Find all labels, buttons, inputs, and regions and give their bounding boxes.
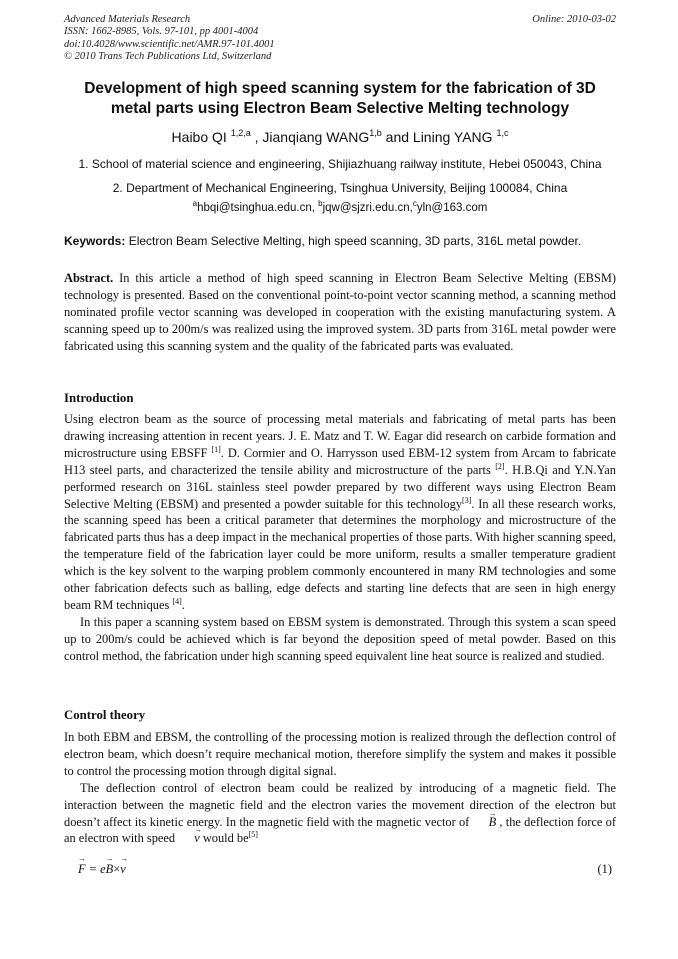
journal-header — [64, 14, 616, 64]
paragraph-text: , the deflection force of an electron with speed — [64, 814, 617, 846]
keywords-label: Keywords: — [64, 234, 126, 248]
introduction-section — [64, 411, 616, 665]
author-affiliation-mark: 1,2,a — [230, 128, 251, 138]
email-mark: b — [318, 199, 323, 208]
control-paragraph-2 — [64, 780, 616, 848]
keywords-text: Electron Beam Selective Melting, high speed scanning, 3D parts, 316L metal powder. — [125, 234, 582, 248]
vector-b-symbol: → B — [106, 862, 114, 877]
author-affiliation-mark: 1,b — [369, 128, 382, 138]
affiliation-1: 1. School of material science and engineering, Shijiazhuang railway institute, Hebei 050043, China — [78, 157, 602, 171]
author-separator: , — [250, 129, 263, 145]
paragraph-text: . D. Cormier and O. Harrysson used EBM-12 system from Arcam to fabricate H13 steel parts, and characterized the tensile ability and microstructure of the parts — [64, 445, 616, 477]
citation-ref-1[interactable]: [1] — [211, 444, 221, 454]
author-separator: and — [381, 129, 413, 145]
paper-title: Development of high speed scanning system for the fabrication of 3D metal parts using Electron Beam Selective Melting technology — [84, 80, 596, 117]
journal-name: Advanced Materials Research — [64, 14, 191, 25]
intro-paragraph-2: In this paper a scanning system based on EBSM system is demonstrated. Through this system a scan speed up to 200m/s could be achieved which is far beyond the deposition speed of metal powder. Based on this control method, the fabrication under high scanning speed equivalent line heat source is realized and studied. — [64, 614, 616, 663]
paragraph-text: Using electron beam as the source of processing metal materials and fabricating of metal parts has been drawing increasing attention in recent years. J. E. Matz and T. W. Eagar did research on carbide formation and microstructure using EBSFF — [64, 412, 616, 460]
section-heading-control-theory: Control theory — [64, 708, 146, 722]
doi-line: doi:10.4028/www.scientific.net/AMR.97-101.4001 — [64, 38, 275, 50]
abstract — [64, 270, 616, 355]
author-name: Jianqiang WANG — [262, 129, 370, 145]
author-affiliation-mark: 1,c — [496, 128, 509, 138]
citation-ref-3[interactable]: [3] — [462, 495, 472, 505]
email-link[interactable]: jqw@sjzri.edu.cn, — [322, 202, 413, 214]
equation-body — [78, 862, 126, 877]
keywords — [64, 234, 616, 249]
vector-b-symbol: → B — [473, 814, 497, 831]
paragraph-text: The deflection control of electron beam could be realized by introducing of a magnetic field. The interaction between the magnetic field and the electron varies the movement direction of the electron but doesn’t affect its kinetic energy. In the magnetic field with the magnetic vector of — [64, 780, 616, 829]
vector-v-symbol: → v — [120, 862, 126, 877]
copyright-line: © 2010 Trans Tech Publications Ltd, Switzerland — [64, 51, 272, 63]
vector-v-symbol: → v — [178, 830, 200, 847]
citation-ref-4[interactable]: [4] — [172, 596, 182, 606]
author-emails — [64, 201, 616, 216]
author-list — [64, 128, 616, 146]
email-link[interactable]: yln@163.com — [416, 202, 488, 214]
cross-product-symbol: × — [113, 862, 121, 876]
equation-1 — [64, 862, 616, 880]
citation-ref-2[interactable]: [2] — [495, 461, 505, 471]
abstract-label: Abstract. — [64, 271, 114, 285]
control-paragraph-1: In both EBM and EBSM, the controlling of the processing motion is realized through the deflection control of electron beam, which doesn’t require mechanical motion, therefore simplify the system and makes it possible to control the processing motion through digital signal. — [64, 730, 616, 778]
equation-number: (1) — [597, 862, 612, 876]
issn-line: ISSN: 1662-8985, Vols. 97-101, pp 4001-4004 — [64, 26, 259, 38]
section-heading-introduction: Introduction — [64, 391, 134, 405]
equation-text: = e — [85, 862, 106, 876]
author-name: Haibo QI — [171, 129, 227, 145]
paragraph-text: would be — [199, 831, 249, 846]
control-theory-section — [64, 729, 616, 847]
paragraph-text: . H.B.Qi and Y.N.Yan performed research on 316L stainless steel powder prepared by two different ways using Electron Beam Selective Melting (EBSM) and presented a powder suitable for this technology — [64, 462, 616, 511]
paragraph-text: . — [181, 597, 185, 612]
affiliation-2: 2. Department of Mechanical Engineering, Tsinghua University, Beijing 100084, China — [112, 181, 568, 195]
online-date: Online: 2010-03-02 — [532, 14, 616, 25]
paragraph-text: . In all these research works, the scanning speed has been a critical parameter that determines the morphology and microstructure of the fabricated parts thus has a deep impact in the mechanical properties of those parts. With higher scanning speed, the temperature field of the fabrication layer could be more uniform, results a smaller temperature gradient which is the key solvent to the warping problem commonly encountered in many RM technologies and some other fabrication defects such as balling, edge defects and starting line defects that are seen in high energy beam RM techniques — [64, 496, 617, 612]
email-mark: a — [192, 199, 198, 208]
vector-f-symbol: → F — [78, 862, 86, 877]
intro-paragraph-1 — [64, 411, 616, 614]
citation-ref-5[interactable]: [5] — [248, 830, 258, 840]
email-mark: c — [412, 199, 417, 208]
author-name: Lining YANG — [412, 129, 493, 145]
abstract-text: In this article a method of high speed scanning in Electron Beam Selective Melting (EBSM) technology is presented. Based on the conventional point-to-point vector scanning method, a scanning method nominated profile vector scanning was developed in cooperation with the existing manufacturing system. A scanning speed up to 200m/s was realized using the improved system. 3D parts from 316L metal powder were fabricated using this scanning system and the quality of the fabricated parts was evaluated. — [64, 271, 616, 353]
email-link[interactable]: hbqi@tsinghua.edu.cn, — [197, 202, 319, 214]
